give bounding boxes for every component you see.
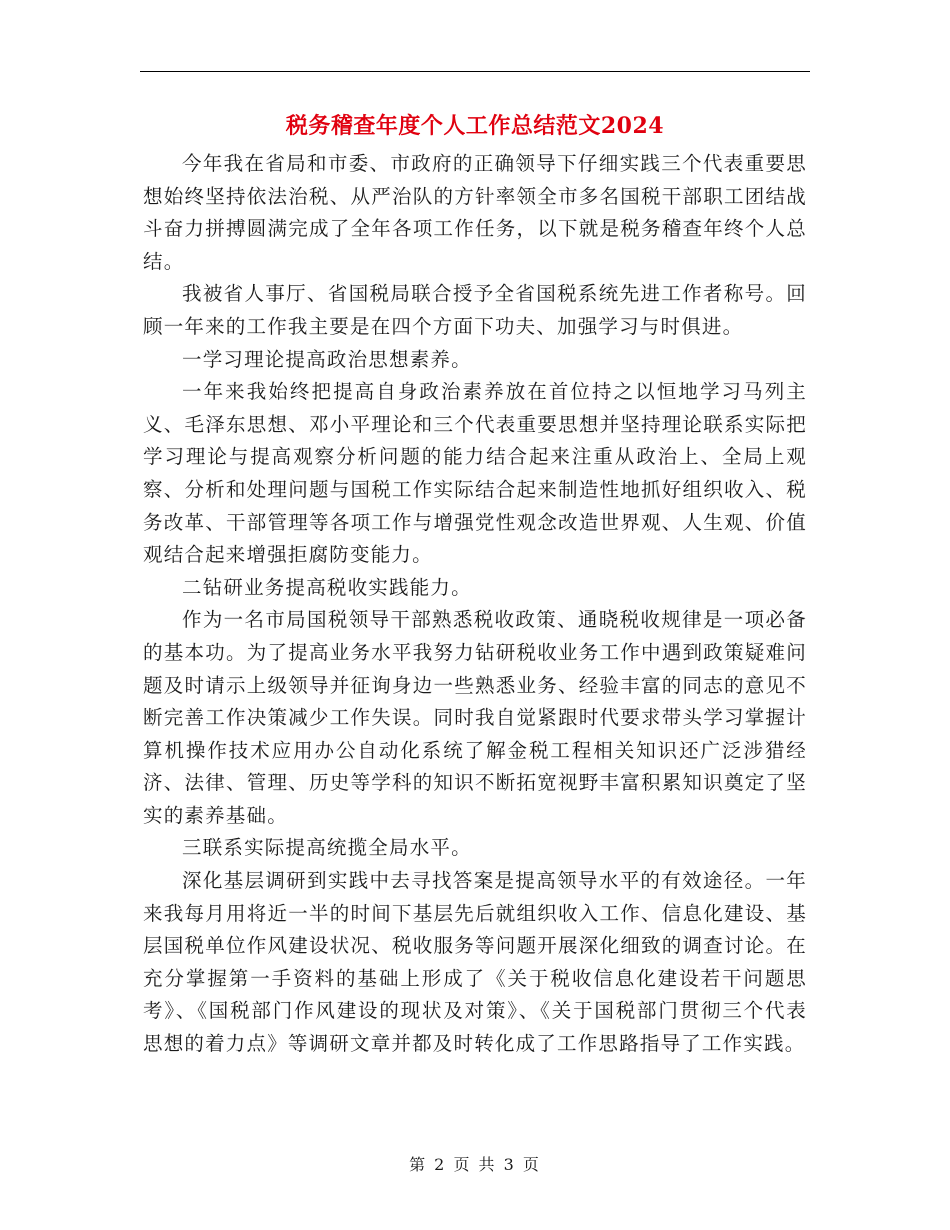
section-heading-1: 一学习理论提高政治思想素养。	[182, 347, 472, 371]
paragraph-1: 今年我在省局和市委、市政府的正确领导下仔细实践三个代表重要思想始终坚持依法治税、从严治队的方针率领全市多名国税干部职工团结战斗奋力拼搏圆满完成了全年各项工作任务，以下就是税务稽查年终个人总结。	[143, 152, 807, 273]
paragraph-3: 一年来我始终把提高自身政治素养放在首位持之以恒地学习马列主义、毛泽东思想、邓小平理论和三个代表重要思想并坚持理论联系实际把学习理论与提高观察分析问题的能力结合起来注重从政治上、全局上观察、分析和处理问题与国税工作实际结合起来制造性地抓好组织收入、税务改革、干部管理等各项工作与增强党性观念改造世界观、人生观、价值观结合起来增强拒腐防变能力。	[143, 380, 807, 567]
paragraph-2: 我被省人事厅、省国税局联合授予全省国税系统先进工作者称号。回顾一年来的工作我主要是在四个方面下功夫、加强学习与时俱进。	[143, 282, 807, 338]
page-footer	[0, 1153, 950, 1177]
document-body	[143, 148, 807, 1061]
section-heading-3: 三联系实际提高统揽全局水平。	[182, 836, 472, 860]
section-heading-2: 二钻研业务提高税收实践能力。	[182, 575, 472, 599]
header-rule	[140, 71, 810, 72]
document-title: 税务稽查年度个人工作总结范文2024	[285, 113, 665, 139]
paragraph-4: 作为一名市局国税领导干部熟悉税收政策、通晓税收规律是一项必备的基本功。为了提高业务水平我努力钻研税收业务工作中遇到政策疑难问题及时请示上级领导并征询身边一些熟悉业务、经验丰富的同志的意见不断完善工作决策减少工作失误。同时我自觉紧跟时代要求带头学习掌握计算机操作技术应用办公自动化系统了解金税工程相关知识还广泛涉猎经济、法律、管理、历史等学科的知识不断拓宽视野丰富积累知识奠定了坚实的素养基础。	[143, 608, 807, 827]
paragraph-5: 深化基层调研到实践中去寻找答案是提高领导水平的有效途径。一年来我每月用将近一半的时间下基层先后就组织收入工作、信息化建设、基层国税单位作风建设状况、税收服务等问题开展深化细致的调查讨论。在充分掌握第一手资料的基础上形成了《关于税收信息化建设若干问题思考》、《国税部门作风建设的现状及对策》、《关于国税部门贯彻三个代表思想的着力点》等调研文章并都及时转化成了工作思路指导了工作实践。	[143, 869, 807, 1056]
page-number-label: 第 2 页 共 3 页	[409, 1155, 541, 1174]
